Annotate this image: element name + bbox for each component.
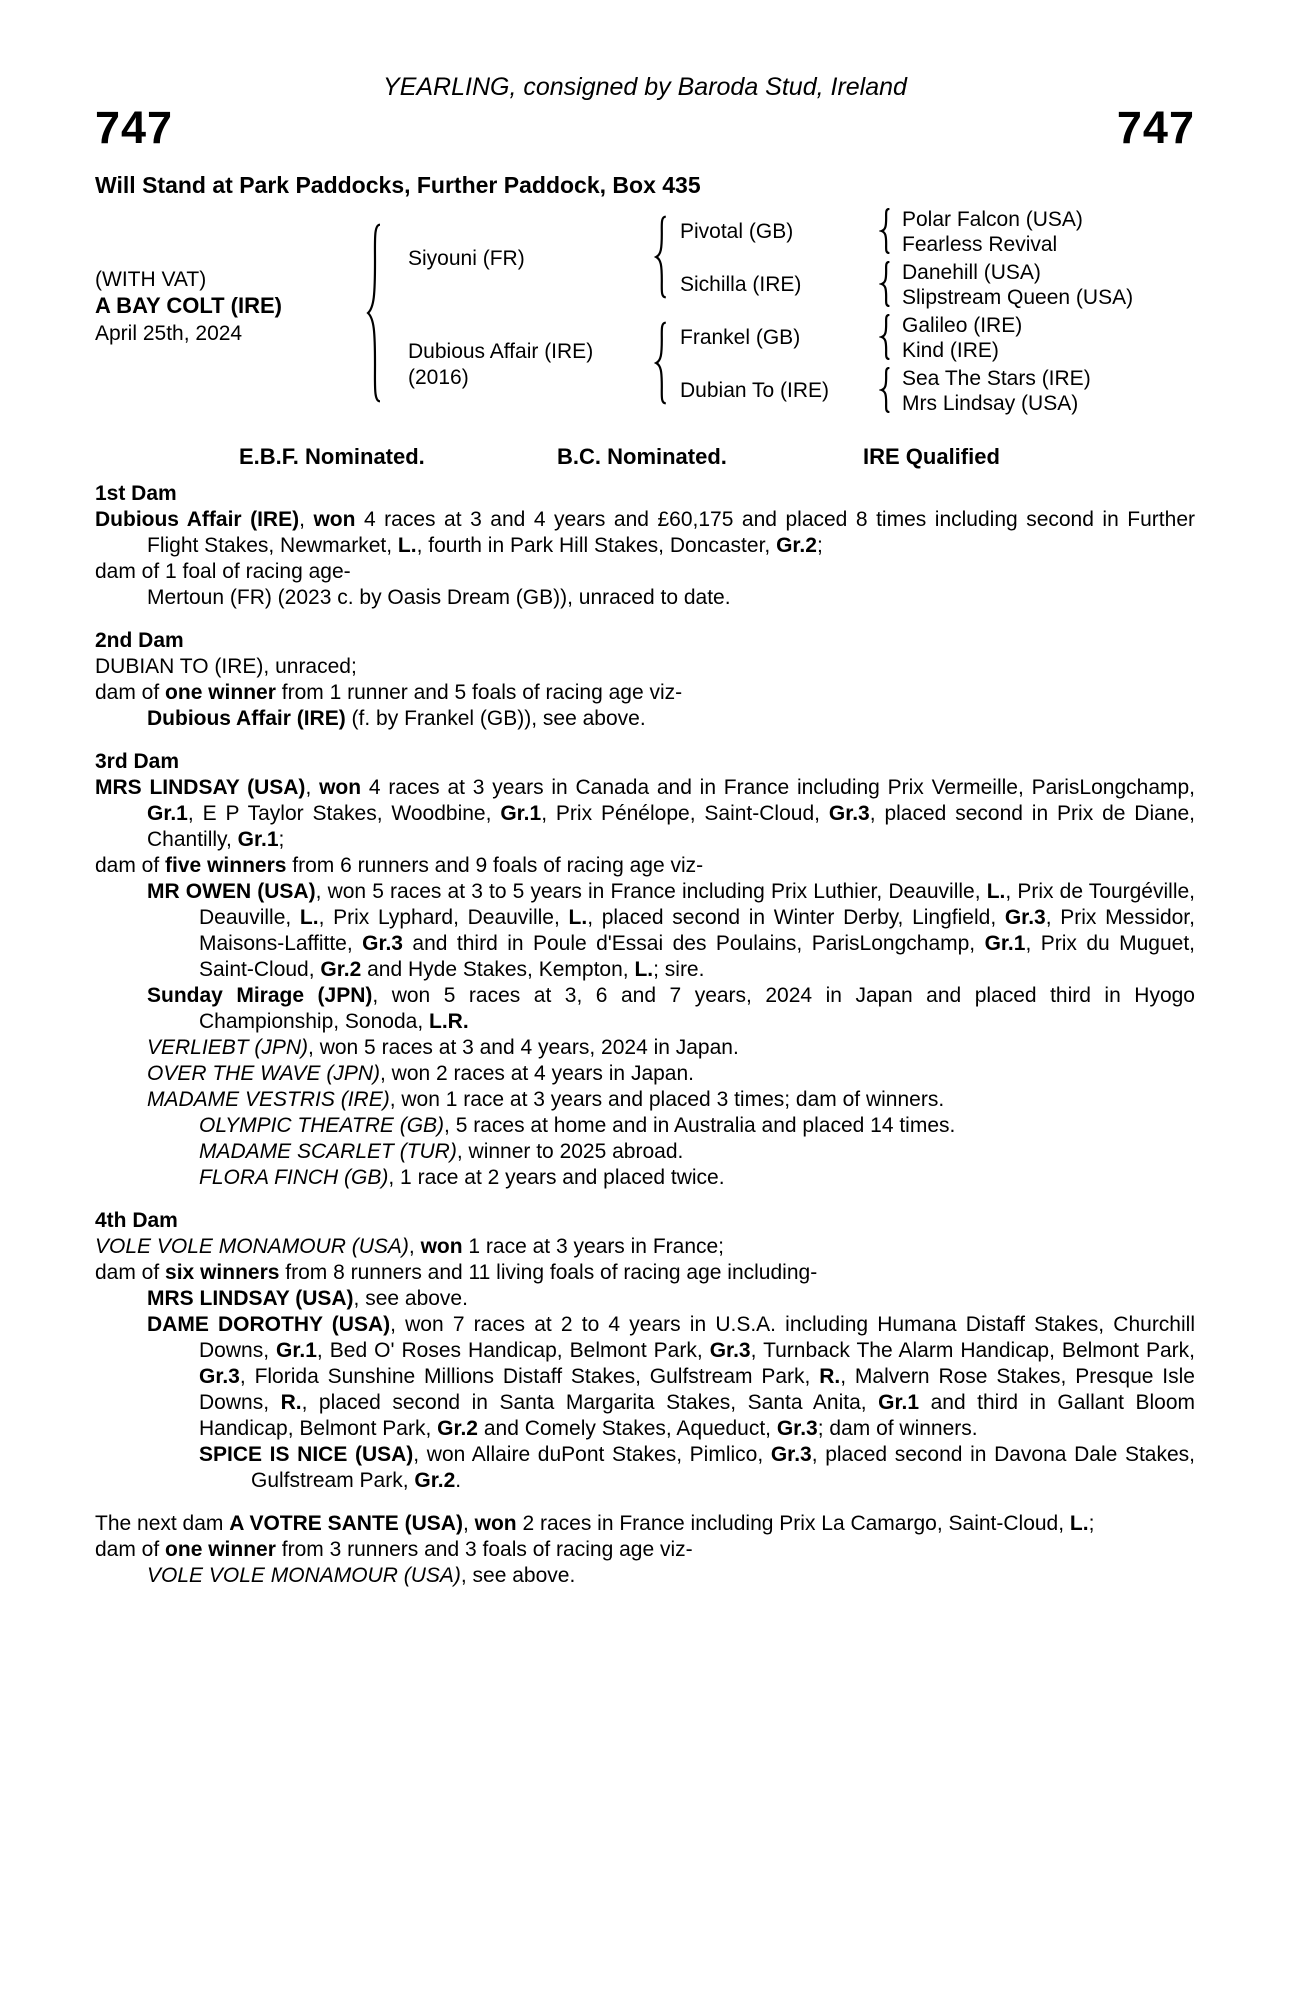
pedigree-paragraph	[147, 585, 1195, 611]
text-segment: , 1 race at 2 years and placed twice.	[388, 1166, 725, 1189]
text-segment: VOLE VOLE MONAMOUR (USA)	[95, 1235, 409, 1258]
ebf-nominated-label: E.B.F. Nominated.	[239, 444, 425, 469]
stand-location-line: Will Stand at Park Paddocks, Further Paddock, Box 435	[95, 172, 701, 198]
dam-section-heading: 4th Dam	[95, 1209, 178, 1232]
ggp-sea-the-stars: Sea The Stars (IRE)	[902, 367, 1091, 390]
text-segment: .	[455, 1469, 462, 1492]
text-segment: , Prix Lyphard, Deauville,	[318, 906, 569, 929]
text-segment: SPICE IS NICE (USA)	[199, 1443, 414, 1466]
pedigree-paragraph	[95, 1234, 1195, 1260]
pedigree-paragraph	[199, 1139, 1195, 1165]
text-segment: , won 2 races at 4 years in Japan.	[379, 1062, 694, 1085]
text-segment: , winner to 2025 abroad.	[456, 1140, 684, 1163]
dam-section	[95, 628, 1195, 732]
text-segment: dam of	[95, 854, 166, 877]
text-segment: won	[313, 508, 356, 531]
text-segment: won	[319, 776, 362, 799]
pedigree-paragraph	[199, 1165, 1195, 1191]
text-segment: MADAME VESTRIS (IRE)	[147, 1088, 390, 1111]
pedigree-paragraph	[95, 654, 1195, 680]
pedigree-paragraph	[95, 775, 1195, 853]
text-segment: dam of	[95, 1538, 166, 1561]
text-segment: Gr.1	[500, 802, 542, 825]
ggp-mrs-lindsay: Mrs Lindsay (USA)	[902, 392, 1079, 415]
text-segment: won	[474, 1512, 517, 1535]
text-segment: one winner	[165, 681, 276, 704]
pedigree-brace-main	[364, 221, 384, 405]
nominations-line	[95, 444, 1195, 472]
text-segment: Gr.1	[984, 932, 1026, 955]
text-segment: ; dam of winners.	[817, 1417, 978, 1440]
text-segment: Gr.1	[276, 1339, 317, 1362]
text-segment: MADAME SCARLET (TUR)	[199, 1140, 457, 1163]
pedigree-paragraph	[147, 706, 1195, 732]
text-segment: MR OWEN (USA)	[147, 880, 316, 903]
ggp-slipstream-queen: Slipstream Queen (USA)	[902, 286, 1134, 309]
consignor-line: YEARLING, consigned by Baroda Stud, Ireland	[383, 73, 907, 101]
pedigree-paragraph	[199, 1442, 1195, 1494]
text-segment: 1 race at 3 years in France;	[462, 1235, 725, 1258]
dam-section-heading: 3rd Dam	[95, 750, 180, 773]
sire-sire-name: Pivotal (GB)	[680, 220, 794, 243]
text-segment: MRS LINDSAY (USA)	[147, 1287, 354, 1310]
text-segment: , Prix du Muguet, Saint-Cloud,	[199, 932, 1195, 981]
text-segment: Gr.1	[147, 802, 188, 825]
text-segment: Gr.2	[776, 534, 817, 557]
lot-number-right: 747	[1116, 102, 1195, 153]
text-segment: , fourth in Park Hill Stakes, Doncaster,	[416, 534, 777, 557]
text-segment: FLORA FINCH (GB)	[199, 1166, 389, 1189]
text-segment: Gr.3	[199, 1365, 240, 1388]
text-segment: Gr.3	[709, 1339, 751, 1362]
text-segment: ,	[408, 1235, 421, 1258]
text-segment: from 1 runner and 5 foals of racing age viz-	[275, 681, 683, 704]
text-segment: from 8 runners and 11 living foals of racing age including-	[279, 1261, 818, 1284]
text-segment: dam of	[95, 1261, 166, 1284]
text-segment: (f. by Frankel (GB)), see above.	[345, 707, 646, 730]
text-segment: ,	[299, 508, 314, 531]
text-segment: ;	[1088, 1512, 1095, 1535]
text-segment: ;	[278, 828, 285, 851]
text-segment: L.	[397, 534, 417, 557]
text-segment: , placed second in Santa Margarita Stakes, Santa Anita,	[301, 1391, 879, 1414]
pedigree-paragraph	[95, 1511, 1195, 1537]
dam-year: (2016)	[408, 366, 469, 389]
pedigree-paragraph	[147, 1061, 1195, 1087]
text-segment: R.	[280, 1391, 302, 1414]
text-segment: dam of 1 foal of racing age-	[95, 560, 351, 583]
text-segment: , Turnback The Alarm Handicap, Belmont Park,	[750, 1339, 1195, 1362]
text-segment: DAME DOROTHY (USA)	[147, 1313, 391, 1336]
ire-qualified-label: IRE Qualified	[863, 444, 1000, 469]
pedigree-brace-gg1	[879, 208, 892, 254]
text-segment: ,	[462, 1512, 475, 1535]
text-segment: five winners	[165, 854, 287, 877]
text-segment: 4 races at 3 and 4 years and £60,175 and placed 8 times including second in Further Flight Stakes, Newmarket,	[147, 508, 1195, 557]
text-segment: dam of	[95, 681, 166, 704]
ggp-fearless-revival: Fearless Revival	[902, 233, 1058, 256]
text-segment: , won 1 race at 3 years and placed 3 times; dam of winners.	[389, 1088, 945, 1111]
vat-note: (WITH VAT)	[95, 268, 207, 291]
sire-name: Siyouni (FR)	[408, 247, 525, 270]
dam-section-heading: 1st Dam	[95, 482, 177, 505]
ggp-danehill: Danehill (USA)	[902, 261, 1041, 284]
text-segment: , see above.	[353, 1287, 468, 1310]
page-content	[95, 0, 1195, 2000]
dam-section	[95, 481, 1195, 611]
ggp-polar-falcon: Polar Falcon (USA)	[902, 208, 1083, 231]
pedigree-brace-sire	[653, 215, 669, 299]
ggp-kind: Kind (IRE)	[902, 339, 999, 362]
text-segment: L.R.	[429, 1010, 469, 1033]
text-segment: one winner	[165, 1538, 276, 1561]
text-segment: , Florida Sunshine Millions Distaff Stakes, Gulfstream Park,	[239, 1365, 820, 1388]
pedigree-paragraph	[147, 1312, 1195, 1442]
text-segment: DUBIAN TO (IRE), unraced;	[95, 655, 357, 678]
pedigree-paragraph	[95, 680, 1195, 706]
text-segment: Dubious Affair (IRE)	[95, 508, 300, 531]
pedigree-paragraph	[147, 1087, 1195, 1113]
text-segment: Gr.3	[770, 1443, 812, 1466]
text-segment: , 5 races at home and in Australia and placed 14 times.	[444, 1114, 956, 1137]
text-segment: VOLE VOLE MONAMOUR (USA)	[147, 1564, 461, 1587]
dam-section	[95, 1208, 1195, 1494]
text-segment: , won 5 races at 3, 6 and 7 years, 2024 in Japan and placed third in Hyogo Championship, Sonoda,	[199, 984, 1195, 1033]
text-segment: R.	[819, 1365, 841, 1388]
text-segment: , Prix de Tourgéville, Deauville,	[199, 880, 1195, 929]
pedigree-brace-gg4	[879, 367, 892, 413]
pedigree-paragraph	[147, 1563, 1195, 1589]
text-segment: , placed second in Prix de Diane, Chantilly,	[147, 802, 1196, 851]
text-segment: , E P Taylor Stakes, Woodbine,	[187, 802, 501, 825]
text-segment: ;	[816, 534, 823, 557]
text-segment: L.	[634, 958, 654, 981]
text-segment: ; sire.	[653, 958, 705, 981]
text-segment: MRS LINDSAY (USA)	[95, 776, 306, 799]
text-segment: Gr.2	[320, 958, 362, 981]
colt-name: A BAY COLT (IRE)	[95, 293, 283, 318]
text-segment: Gr.2	[437, 1417, 478, 1440]
text-segment: Gr.3	[362, 932, 403, 955]
pedigree-brace-gg3	[879, 314, 892, 360]
text-segment: L.	[1069, 1512, 1089, 1535]
text-segment: Gr.1	[878, 1391, 920, 1414]
text-segment: won	[420, 1235, 463, 1258]
ggp-galileo: Galileo (IRE)	[902, 314, 1023, 337]
text-segment: and third in Poule d'Essai des Poulains, ParisLongchamp,	[403, 932, 985, 955]
lot-number-left: 747	[95, 102, 174, 153]
text-segment: OVER THE WAVE (JPN)	[147, 1062, 380, 1085]
text-segment: , won 7 races at 2 to 4 years in U.S.A. including Humana Distaff Stakes, Churchill Downs,	[199, 1313, 1195, 1362]
text-segment: VERLIEBT (JPN)	[147, 1036, 309, 1059]
pedigree-paragraph	[95, 507, 1195, 559]
dam-section	[95, 1511, 1195, 1589]
text-segment: Gr.3	[776, 1417, 818, 1440]
pedigree-paragraph	[147, 1286, 1195, 1312]
text-segment: Dubious Affair (IRE)	[147, 707, 346, 730]
dam-section-heading: 2nd Dam	[95, 629, 184, 652]
pedigree-paragraph	[95, 1260, 1195, 1286]
text-segment: Gr.1	[237, 828, 279, 851]
text-segment: ,	[305, 776, 320, 799]
pedigree-paragraph	[95, 1537, 1195, 1563]
pedigree-brace-dam	[653, 321, 669, 405]
pedigree-paragraph	[147, 1035, 1195, 1061]
text-segment: A VOTRE SANTE (USA)	[229, 1512, 463, 1535]
text-segment: , Malvern Rose Stakes, Presque Isle Downs,	[199, 1365, 1195, 1414]
text-segment: 2 races in France including Prix La Camargo, Saint-Cloud,	[516, 1512, 1070, 1535]
sire-dam-name: Sichilla (IRE)	[680, 273, 802, 296]
pedigree-paragraph	[147, 983, 1195, 1035]
text-segment: L.	[299, 906, 319, 929]
foal-date: April 25th, 2024	[95, 322, 243, 345]
text-segment: L.	[568, 906, 588, 929]
text-segment: L.	[986, 880, 1006, 903]
text-segment: , Prix Messidor, Maisons-Laffitte,	[199, 906, 1195, 955]
text-segment: from 6 runners and 9 foals of racing age viz-	[286, 854, 704, 877]
text-segment: 4 races at 3 years in Canada and in France including Prix Vermeille, ParisLongchamp,	[361, 776, 1195, 799]
pedigree-paragraph	[95, 853, 1195, 879]
text-segment: six winners	[165, 1261, 280, 1284]
text-segment: , placed second in Davona Dale Stakes, Gulfstream Park,	[251, 1443, 1195, 1492]
text-segment: , see above.	[460, 1564, 576, 1587]
text-segment: , won 5 races at 3 to 5 years in France including Prix Luthier, Deauville,	[315, 880, 987, 903]
text-segment: , placed second in Winter Derby, Lingfield,	[587, 906, 1005, 929]
text-segment: , won Allaire duPont Stakes, Pimlico,	[413, 1443, 771, 1466]
pedigree-paragraph	[199, 1113, 1195, 1139]
text-segment: , Prix Pénélope, Saint-Cloud,	[541, 802, 829, 825]
text-segment: Sunday Mirage (JPN)	[147, 984, 373, 1007]
pedigree-tree	[95, 205, 1195, 423]
text-segment: and Comely Stakes, Aqueduct,	[478, 1417, 777, 1440]
text-segment: from 3 runners and 3 foals of racing age viz-	[275, 1538, 693, 1561]
pedigree-paragraph	[95, 559, 1195, 585]
text-segment: and Hyde Stakes, Kempton,	[361, 958, 635, 981]
dam-dam-name: Dubian To (IRE)	[680, 379, 830, 402]
dam-section	[95, 749, 1195, 1191]
text-segment: Gr.2	[414, 1469, 456, 1492]
text-segment: Gr.3	[1004, 906, 1046, 929]
text-segment: , won 5 races at 3 and 4 years, 2024 in Japan.	[308, 1036, 739, 1059]
bc-nominated-label: B.C. Nominated.	[557, 444, 727, 469]
text-segment: , Bed O' Roses Handicap, Belmont Park,	[316, 1339, 710, 1362]
dam-name: Dubious Affair (IRE)	[408, 340, 594, 363]
pedigree-details	[95, 481, 1195, 1589]
pedigree-paragraph	[147, 879, 1195, 983]
text-segment: OLYMPIC THEATRE (GB)	[199, 1114, 445, 1137]
text-segment: The next dam	[95, 1512, 230, 1535]
text-segment: Mertoun (FR) (2023 c. by Oasis Dream (GB)), unraced to date.	[147, 586, 731, 609]
dam-sire-name: Frankel (GB)	[680, 326, 801, 349]
text-segment: Gr.3	[828, 802, 870, 825]
pedigree-brace-gg2	[879, 261, 892, 307]
text-segment: and third in Gallant Bloom Handicap, Belmont Park,	[199, 1391, 1196, 1440]
